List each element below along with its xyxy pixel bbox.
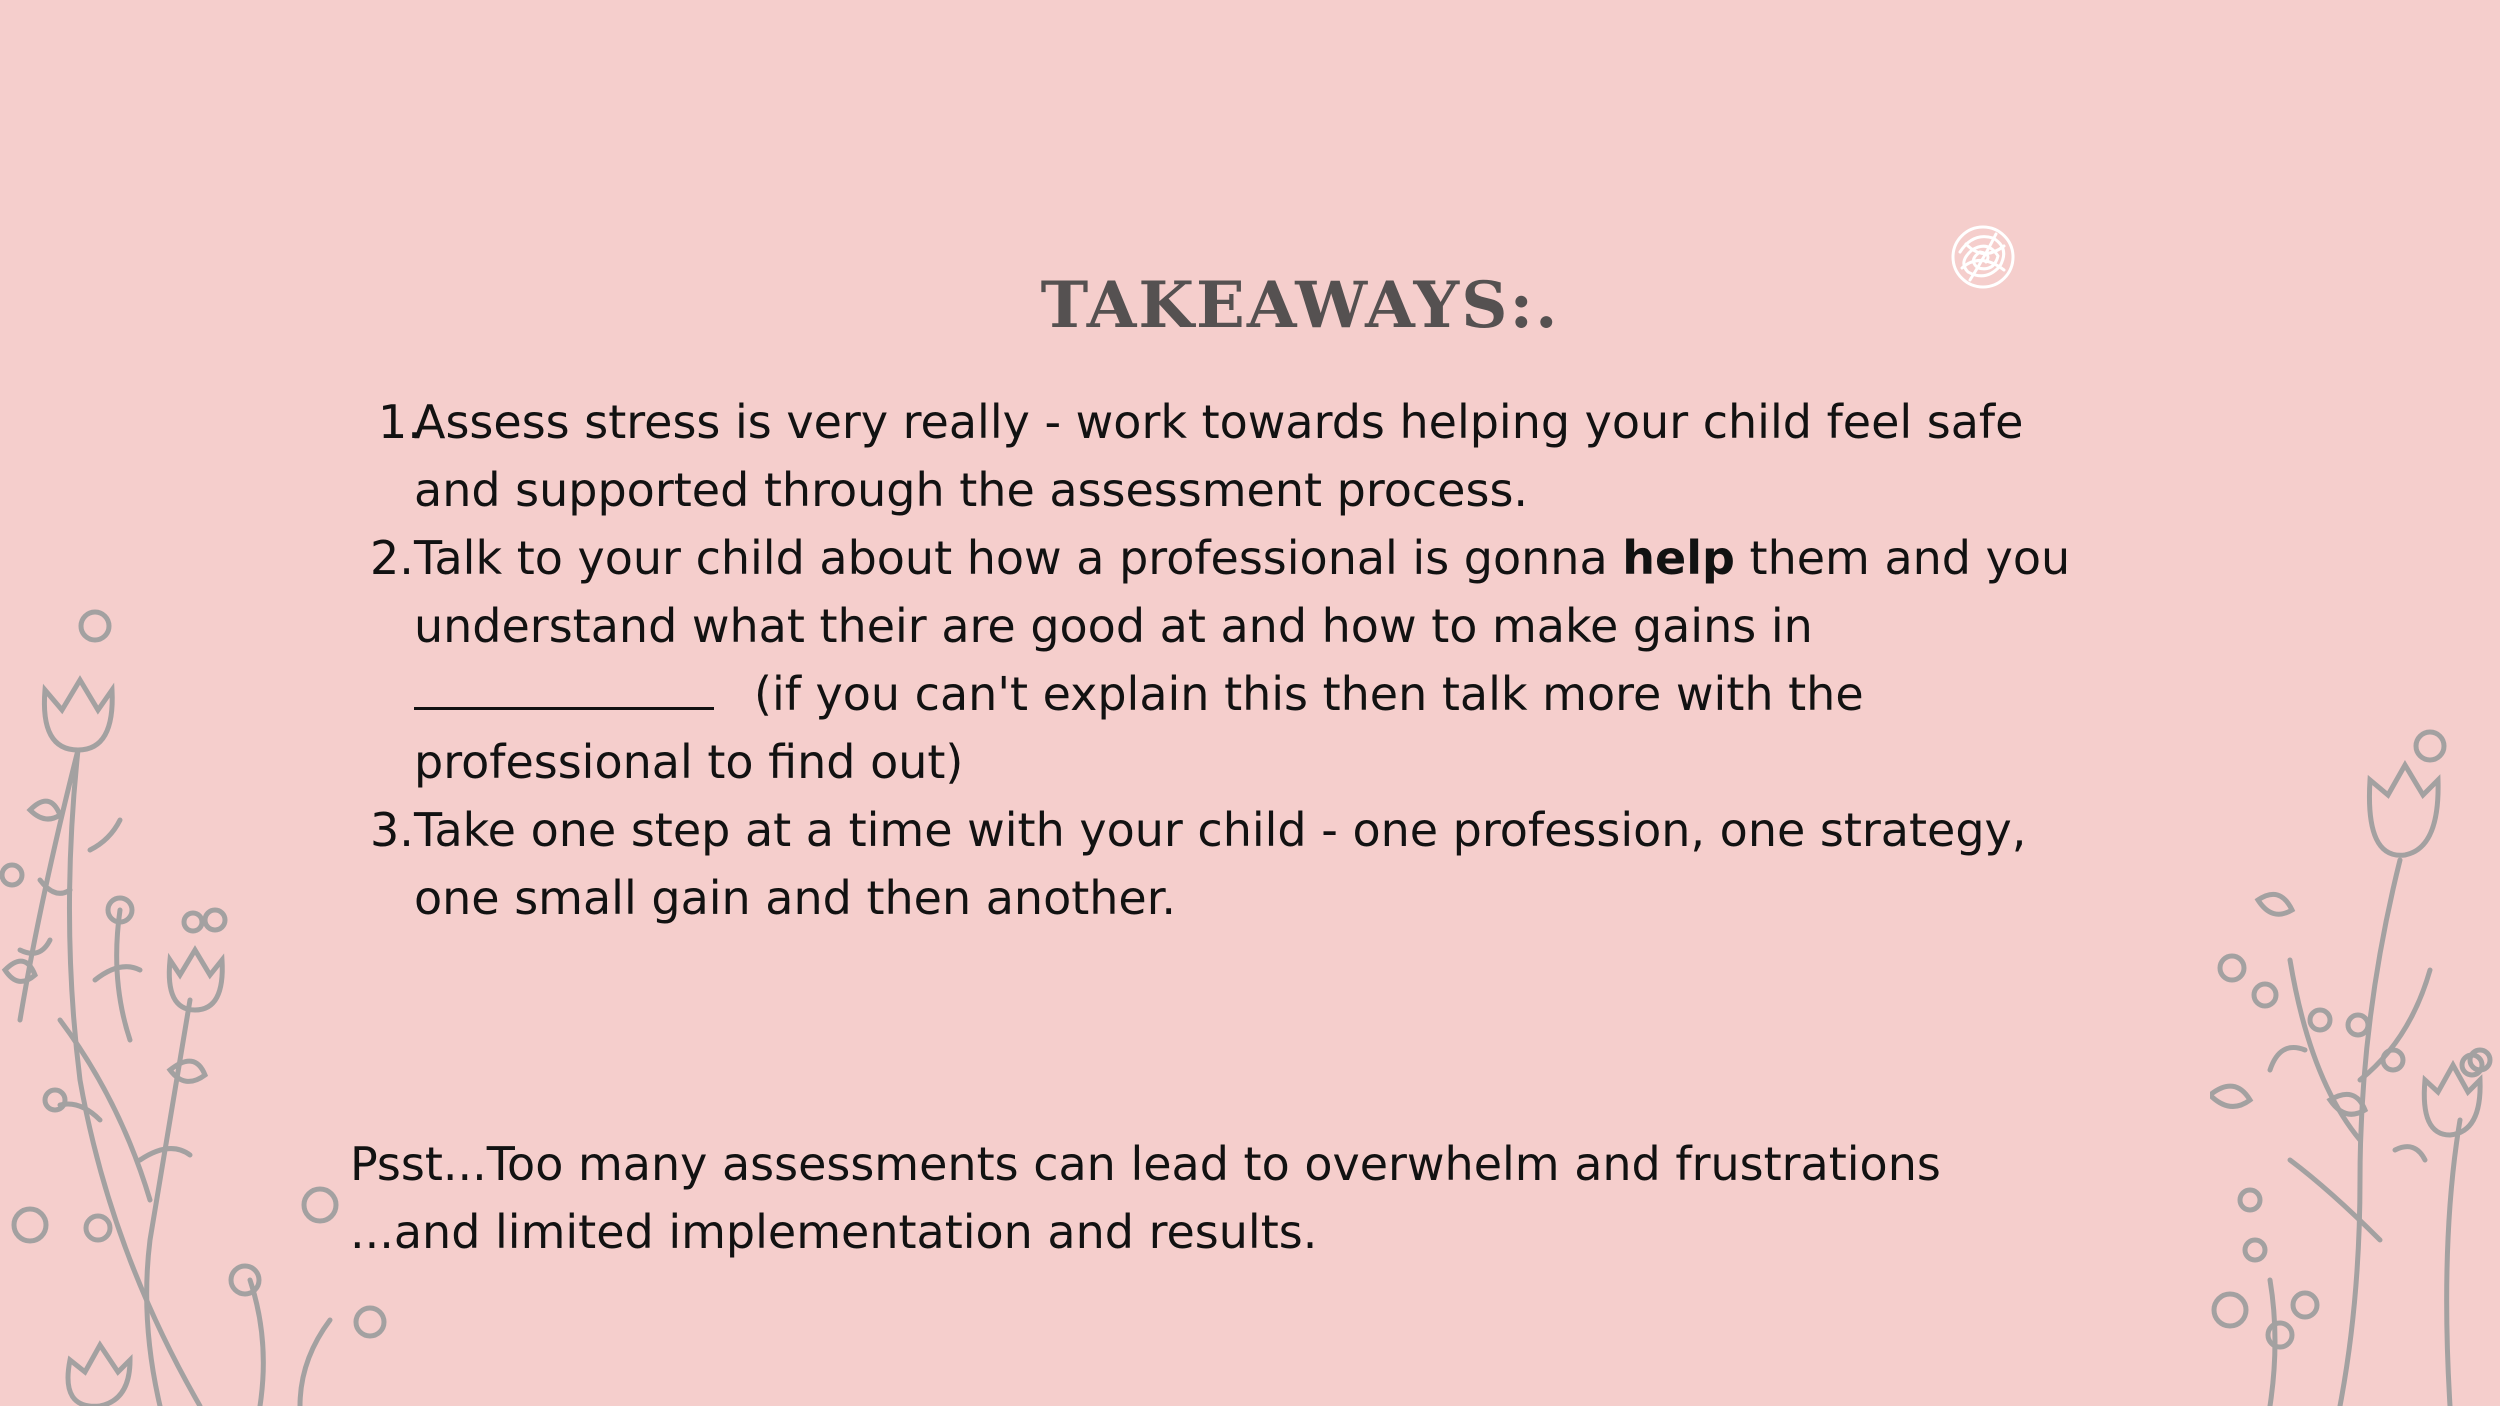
fill-in-blank xyxy=(414,667,714,710)
closing-note xyxy=(350,1130,2150,1266)
list-item xyxy=(370,388,2090,524)
emphasis-text: help xyxy=(1622,531,1735,585)
list-item-number: 2. xyxy=(370,531,414,585)
takeaways-list xyxy=(370,388,2090,932)
list-item-number: 3. xyxy=(370,803,414,857)
list-item xyxy=(370,796,2090,932)
list-item-text: Talk to your child about how a professional is gonna xyxy=(414,531,1623,585)
list-item-text: them and you understand what their are good at and how to make gains in xyxy=(414,531,2071,653)
flower-right-illustration xyxy=(2210,720,2500,1406)
list-item-text: Assess stress is very really - work towards helping your child feel safe and supported through the assessment process. xyxy=(414,395,2024,517)
list-item xyxy=(370,524,2090,796)
page-title: TAKEAWAYS:. xyxy=(1040,268,1560,343)
list-item-number: 1. xyxy=(378,395,422,449)
list-item-text: Take one step at a time with your child - one profession, one strategy, one small gain and then another. xyxy=(414,803,2027,925)
list-item-text: (if you can't explain this then talk more with the professional to find out) xyxy=(414,667,1864,789)
flower-left-illustration xyxy=(0,600,400,1406)
closing-note-line: Psst...Too many assessments can lead to overwhelm and frustrations xyxy=(350,1137,1941,1191)
closing-note-line: ...and limited implementation and results. xyxy=(350,1205,1318,1259)
